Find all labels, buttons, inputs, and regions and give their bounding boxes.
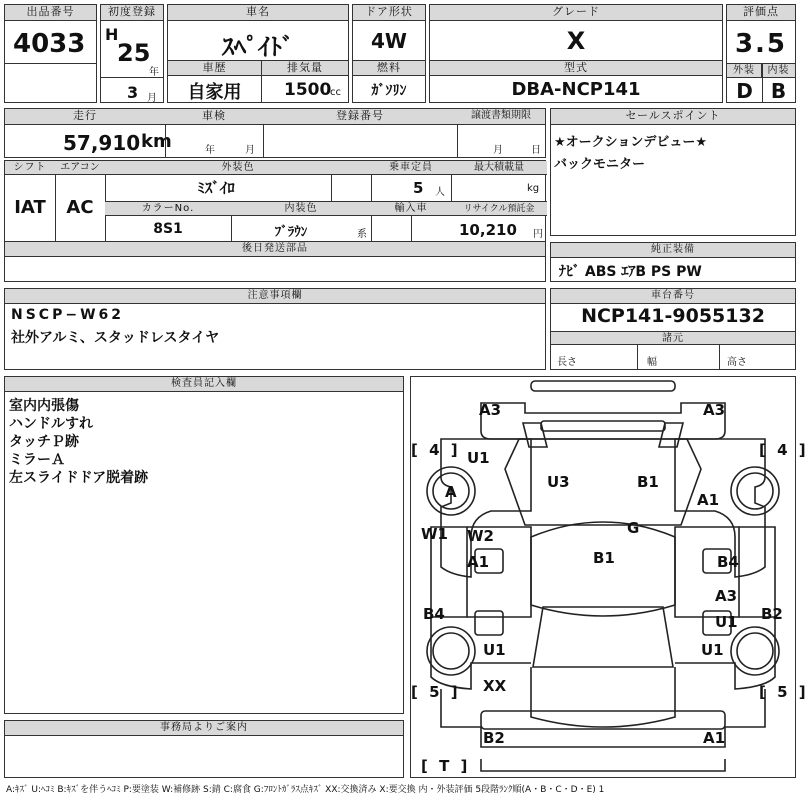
later-parts-label: 後日発送部品 [5, 242, 545, 257]
lot-number-label: 出品番号 [5, 5, 96, 21]
damage-code: B4 [423, 605, 445, 623]
registration-year: 25 [117, 39, 151, 67]
grade-cell [429, 4, 723, 61]
length-label: 長さ [557, 357, 577, 368]
later-parts-row [4, 242, 546, 282]
score: 3.5 [734, 29, 788, 59]
damage-code: B1 [637, 473, 659, 491]
damage-code: G [627, 519, 640, 537]
type-cell [429, 61, 723, 103]
inspector-box [4, 376, 404, 714]
damage-code: A3 [703, 401, 726, 419]
sales-point-box [550, 108, 796, 236]
car-outline [411, 377, 795, 777]
score-cell [726, 4, 796, 103]
transfer-month-unit: 月 [493, 145, 503, 156]
inspection-label: 車検 [165, 109, 263, 125]
equipment-label: 純正装備 [551, 243, 795, 258]
office-box [4, 720, 404, 778]
aircon-label: エアコン [55, 161, 105, 175]
type-label: 型式 [430, 61, 722, 76]
max-load-unit: kg [527, 183, 540, 194]
damage-code: A1 [703, 729, 726, 747]
wheel-bracket: [ 4 ] [411, 441, 461, 459]
equipment-box [550, 242, 796, 282]
capacity-unit: 人 [435, 187, 445, 198]
transfer-deadline-label: 譲渡書類期限 [457, 109, 545, 125]
mileage-row [4, 108, 546, 158]
lot-number-cell [4, 4, 97, 103]
notes-line-2: 社外アルミ、スタッドレスタイヤ [11, 330, 220, 346]
inspector-line: 室内内張傷 [9, 398, 79, 414]
color-no: 8S1 [153, 221, 183, 237]
model-name: ｽﾍﾟｲﾄﾞ [222, 33, 294, 61]
notes-line-1: NSCP−W62 [11, 307, 124, 323]
inspection-month-unit: 月 [245, 145, 255, 156]
inspection-year-unit: 年 [205, 145, 215, 156]
history-label: 車歴 [168, 61, 261, 76]
model-cell [167, 4, 349, 61]
mileage-label: 走行 [5, 109, 165, 125]
inspector-line: 左スライドドア脱着跡 [9, 470, 149, 486]
max-load-label: 最大積載量 [451, 161, 547, 175]
damage-code: A [445, 483, 457, 501]
displacement-label: 排気量 [262, 61, 348, 76]
recycle-label: リサイクル預託金 [451, 202, 547, 216]
damage-diagram [410, 376, 809, 778]
exterior-color-label: 外装色 [105, 161, 371, 175]
fuel-label: 燃料 [353, 61, 425, 76]
registration-month: 3 [127, 83, 139, 102]
door-cell [352, 4, 426, 61]
inspector-line: ハンドルすれ [9, 416, 93, 432]
transfer-day-unit: 日 [531, 145, 541, 156]
era: H [105, 25, 119, 44]
aircon: AC [66, 197, 94, 218]
recycle-fee: 10,210 [459, 221, 517, 239]
model-type: DBA-NCP141 [511, 79, 641, 100]
exterior-color: ﾐｽﾞｲﾛ [197, 179, 235, 197]
spec-label: 諸元 [551, 331, 795, 345]
fuel: ｶﾞｿﾘﾝ [371, 83, 407, 99]
first-registration-cell [100, 4, 164, 103]
spec-row [4, 160, 546, 242]
history-cell [167, 61, 262, 103]
wheel-bracket: [ 5 ] [759, 683, 809, 701]
inspector-label: 検査員記入欄 [5, 377, 403, 392]
interior-grade: B [770, 79, 787, 103]
capacity-label: 乗車定員 [371, 161, 451, 175]
damage-code: B2 [761, 605, 783, 623]
damage-code: W1 [421, 525, 448, 543]
chassis-label: 車台番号 [551, 289, 795, 304]
office-label: 事務局よりご案内 [5, 721, 403, 736]
width-label: 幅 [647, 357, 657, 368]
grade-label: グレード [430, 5, 722, 21]
damage-code: W2 [467, 527, 494, 545]
damage-code: U1 [467, 449, 490, 467]
damage-code: B1 [593, 549, 615, 567]
mileage: 57,910 [63, 131, 141, 155]
door-type: 4W [371, 29, 407, 53]
wheel-bracket: [ 5 ] [411, 683, 461, 701]
legend: A:ｷｽﾞ U:ﾍｺﾐ B:ｷｽﾞを伴うﾍｺﾐ P:要塗装 W:補修跡 S:錆 C:腐食 G:ﾌﾛﾝﾄｶﾞﾗｽ点ｷｽﾞ XX:交換済み X:要交換 内・外装評価 5段階ﾗﾝｸ順(A・B・C・D・E) 1 [6, 785, 605, 795]
exterior-grade: D [736, 79, 753, 103]
damage-code: A3 [715, 587, 738, 605]
notes-box [4, 288, 546, 370]
equipment: ﾅﾋﾞ ABS ｴｱB PS PW [559, 264, 702, 280]
fuel-cell [352, 61, 426, 103]
displacement-unit: cc [330, 87, 341, 98]
displacement-cell [262, 61, 349, 103]
model-label: 車名 [168, 5, 348, 21]
damage-code: A1 [467, 553, 490, 571]
exterior-label: 外装 [727, 64, 762, 78]
inspector-line: ミラーＡ [9, 452, 65, 468]
inspector-line: タッチＰ跡 [9, 434, 79, 450]
shift: IAT [14, 197, 46, 218]
damage-code: U1 [715, 613, 738, 631]
month-unit: 月 [147, 93, 157, 104]
shift-label: シフト [5, 161, 55, 175]
damage-code: A3 [479, 401, 502, 419]
displacement: 1500 [284, 80, 332, 100]
damage-code: U1 [483, 641, 506, 659]
damage-code: B4 [717, 553, 739, 571]
wheel-bracket: [ 4 ] [759, 441, 809, 459]
damage-code: XX [483, 677, 507, 695]
interior-label: 内装 [762, 64, 795, 78]
interior-color-unit: 系 [357, 229, 367, 240]
lot-number: 4033 [13, 29, 86, 59]
year-unit: 年 [149, 67, 159, 78]
reg-number-label: 登録番号 [263, 109, 457, 125]
sales-point-line-2: バックモニター [554, 157, 646, 172]
sales-point-label: セールスポイント [551, 109, 795, 125]
damage-code: U1 [701, 641, 724, 659]
interior-color-label: 内装色 [231, 202, 371, 216]
recycle-unit: 円 [533, 229, 543, 240]
mileage-unit: km [141, 131, 172, 152]
chassis-number: NCP141-9055132 [581, 305, 765, 327]
height-label: 高さ [727, 357, 747, 368]
capacity: 5 [413, 179, 424, 197]
damage-code: B2 [483, 729, 505, 747]
color-no-label: カラーNo. [105, 202, 231, 216]
chassis-box [550, 288, 796, 370]
first-registration-label: 初度登録 [101, 5, 163, 21]
notes-label: 注意事項欄 [5, 289, 545, 304]
grade: X [566, 27, 586, 55]
sales-point-line-1: ★オークションデビュー★ [554, 135, 708, 150]
tail-bracket: [ T ] [421, 757, 471, 775]
damage-code: U3 [547, 473, 570, 491]
door-label: ドア形状 [353, 5, 425, 21]
interior-color: ﾌﾞﾗｳﾝ [274, 225, 308, 240]
history: 自家用 [187, 82, 242, 103]
import-label: 輸入車 [371, 202, 451, 216]
score-label: 評価点 [727, 5, 795, 21]
damage-code: A1 [697, 491, 720, 509]
